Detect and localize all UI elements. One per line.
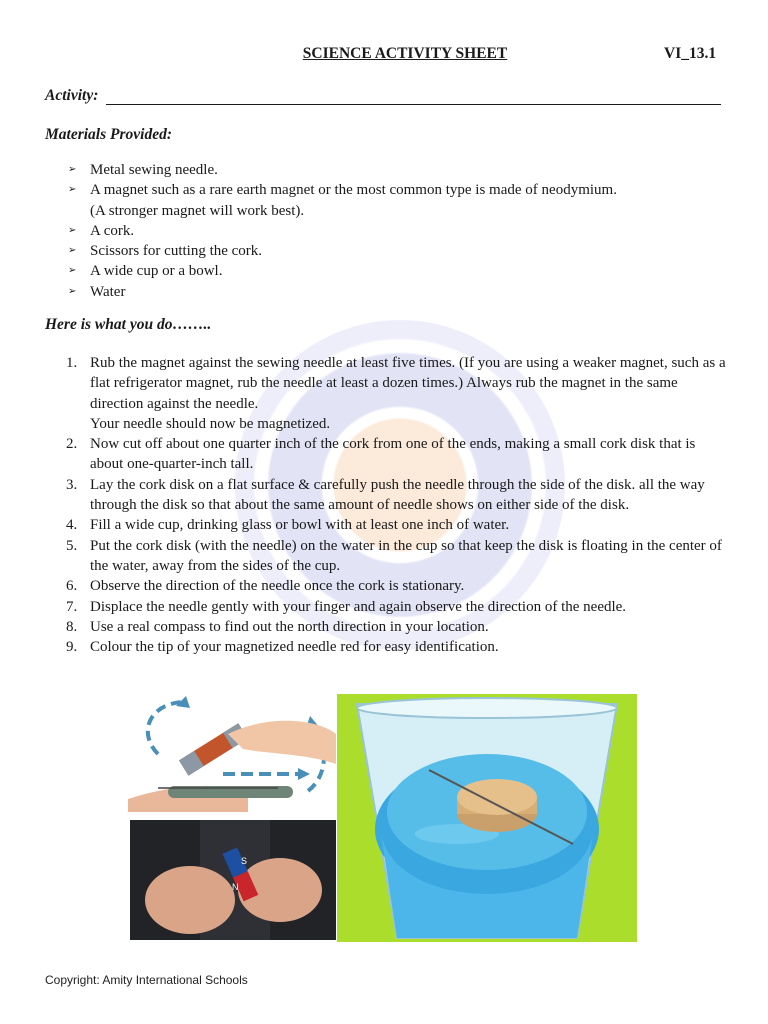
magnet-stroking-needle-illustration (128, 694, 336, 812)
list-item: ➢ Scissors for cutting the cork. (68, 241, 617, 261)
step-item: 5. Put the cork disk (with the needle) on the water in the cup so that keep the disk is floating in the center of the water, away from the sides of the cup. (66, 537, 722, 574)
arrow-bullet-icon: ➢ (68, 265, 77, 277)
step-item: 6. Observe the direction of the needle once the cork is stationary. (66, 578, 465, 595)
magnet-north-label: N (232, 882, 239, 892)
list-item: ➢ Metal sewing needle. (68, 160, 617, 180)
list-item-note: (A stronger magnet will work best). (90, 202, 305, 219)
activity-blank-line (106, 91, 721, 105)
step-item: 4. Fill a wide cup, drinking glass or bowl with at least one inch of water. (66, 517, 510, 534)
list-item: ➢ A wide cup or a bowl. (68, 261, 617, 281)
list-item: ➢ A magnet such as a rare earth magnet or the most common type is made of neodymium. (68, 180, 617, 200)
step-item: 2. Now cut off about one quarter inch of the cork from one of the ends, making a small cork disk that is about one-quarter-inch tall. (66, 436, 696, 473)
step-item: 8. Use a real compass to find out the north direction in your location. (66, 618, 489, 635)
list-item: ➢ Water (68, 282, 617, 302)
procedure-heading: Here is what you do…….. (45, 316, 212, 333)
arrow-bullet-icon: ➢ (68, 285, 77, 297)
materials-heading: Materials Provided: (45, 126, 172, 143)
step-note: Your needle should now be magnetized. (90, 415, 331, 432)
materials-list (68, 160, 617, 302)
page-title: SCIENCE ACTIVITY SHEET (302, 45, 508, 62)
activity-label: Activity: (45, 87, 99, 104)
arrow-bullet-icon: ➢ (68, 184, 77, 196)
step-item: 9. Colour the tip of your magnetized needle red for easy identification. (66, 639, 499, 656)
arrow-bullet-icon: ➢ (68, 224, 77, 236)
hands-holding-magnet-photo (130, 820, 336, 940)
arrow-bullet-icon: ➢ (68, 164, 77, 175)
list-item: ➢ A cork. (68, 221, 617, 241)
copyright-footer: Copyright: Amity International Schools (45, 973, 248, 987)
step-item: 7. Displace the needle gently with your finger and again observe the direction of the needle. (66, 598, 627, 615)
activity-field (45, 87, 721, 105)
procedure-steps (66, 353, 726, 657)
arrow-bullet-icon: ➢ (68, 245, 77, 257)
step-item: 1. Rub the magnet against the sewing needle at least five times. (If you are using a weaker magnet, such as a flat refrigerator magnet, rub the needle at least a dozen times.) Always rub the magnet in the same direction against the needle. Your needle should now be magnetized. (66, 355, 726, 432)
step-item: 3. Lay the cork disk on a flat surface & carefully push the needle through the side of the disk. all the way through the disk so that about the same amount of needle shows on either side of the disk. (66, 476, 705, 514)
sheet-code: VI_13.1 (664, 45, 717, 62)
magnet-south-label: S (241, 856, 248, 866)
floating-cork-cup-illustration (337, 694, 637, 942)
